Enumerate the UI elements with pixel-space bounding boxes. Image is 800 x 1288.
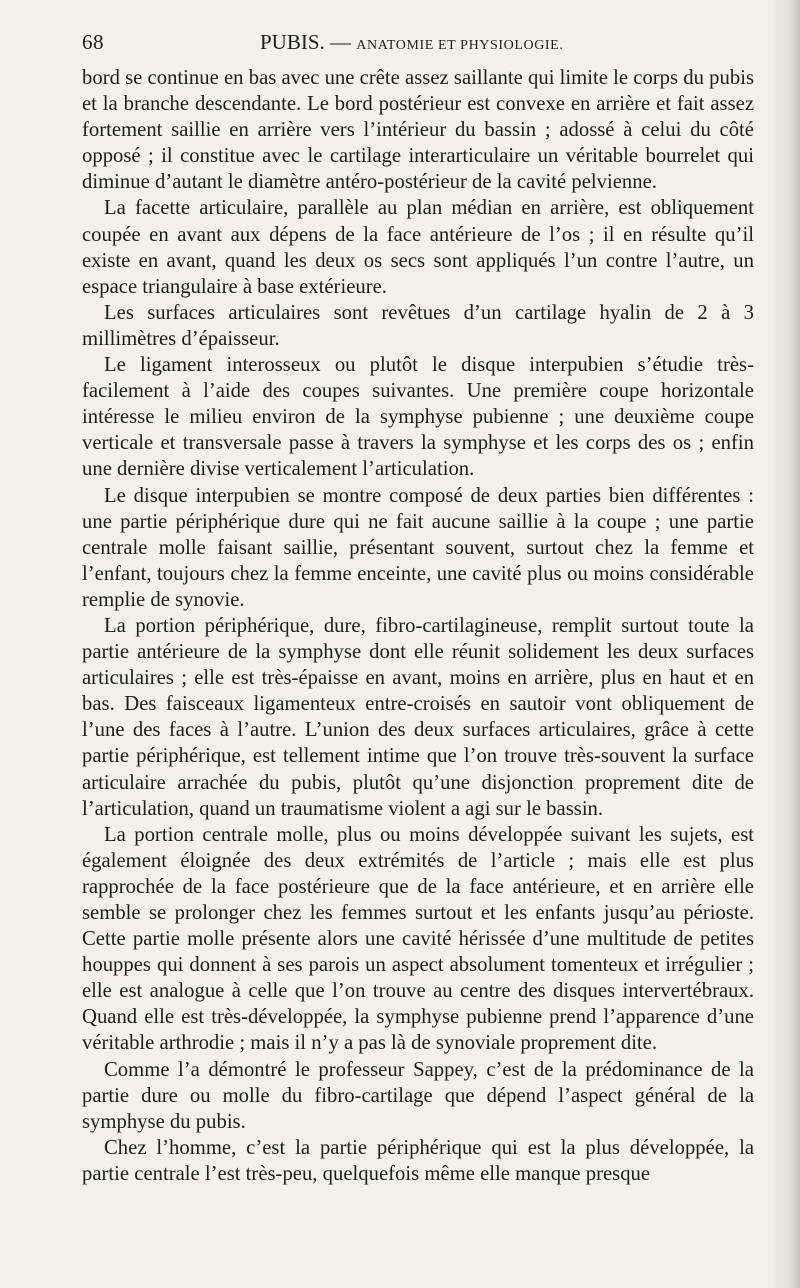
paragraph: bord se continue en bas avec une crête assez saillante qui limite le corps du pubis et la branche descendante. Le bord postérieur est convexe en arrière et fait assez fortement saillie en arrière vers l’intérieur du bassin ; adossé à celui du côté opposé ; il constitue avec le cartilage interarticulaire un véritable bourrelet qui diminue d’autant le diamètre antéro-postérieur de la cavité pelvienne. [82, 67, 754, 194]
paragraph: Les surfaces articulaires sont revêtues d’un cartilage hyalin de 2 à 3 millimètres d’épaisseur. [82, 301, 754, 350]
running-head-title: PUBIS. [260, 30, 325, 54]
page-header [82, 30, 754, 60]
paragraph: La facette articulaire, parallèle au plan médian en arrière, est obliquement coupée en avant aux dépens de la face antérieure de l’os ; il en résulte qu’il existe en avant, quand les deux os secs sont appliqués l’un contre l’autre, un espace triangulaire à base extérieure. [82, 197, 754, 298]
page-number: 68 [82, 30, 104, 54]
body-text [82, 65, 754, 1187]
running-head-subtitle: ANATOMIE ET PHYSIOLOGIE. [356, 38, 564, 53]
paragraph: Le ligament interosseux ou plutôt le disque interpubien s’étudie très-facilement à l’aide des coupes suivantes. Une première coupe horizontale intéresse le milieu environ de la symphyse pubienne ; une deuxième coupe verticale et transversale passe à travers la symphyse et les corps des os ; enfin une dernière divise verticalement l’articulation. [82, 354, 754, 481]
running-head [260, 30, 563, 55]
paragraph: La portion périphérique, dure, fibro-cartilagineuse, remplit surtout toute la partie antérieure de la symphyse dont elle réunit solidement les deux surfaces articulaires ; elle est très-épaisse en avant, moins en arrière, plus en haut et en bas. Des faisceaux ligamenteux entre-croisés en sautoir vont obliquement de l’une des faces à l’autre. L’union des deux surfaces articulaires, grâce à cette partie périphérique, est tellement intime que l’on trouve très-souvent la surface articulaire arrachée du pubis, plutôt qu’une disjonction proprement dite de l’articulation, quand un traumatisme violent a agi sur le bassin. [82, 614, 754, 820]
paragraph: Comme l’a démontré le professeur Sappey, c’est de la prédominance de la partie dure ou molle du fibro-cartilage que dépend l’aspect général de la symphyse du pubis. [82, 1058, 754, 1133]
running-head-dash: — [330, 30, 352, 54]
paragraph: Le disque interpubien se montre composé de deux parties bien différentes : une partie périphérique dure qui ne fait aucune saillie à la coupe ; une partie centrale molle faisant saillie, présentant souvent, surtout chez la femme et l’enfant, toujours chez la femme enceinte, une cavité plus ou moins considérable remplie de synovie. [82, 484, 754, 611]
paragraph: Chez l’homme, c’est la partie périphérique qui est la plus développée, la partie centrale l’est très-peu, quelquefois même elle manque presque [82, 1136, 754, 1185]
paragraph: La portion centrale molle, plus ou moins développée suivant les sujets, est également éloignée des deux extrémités de l’article ; mais elle est plus rapprochée de la face postérieure que de la face antérieure, et en arrière elle semble se prolonger chez les femmes surtout et les enfants jusqu’au périoste. Cette partie molle présente alors une cavité hérissée d’une multitude de petites houppes qui donnent à ses parois un aspect absolument tomenteux et irrégulier ; elle est analogue à celle que l’on trouve au centre des disques intervertébraux. Quand elle est très-développée, la symphyse pubienne prend l’apparence d’une véritable arthrodie ; mais il n’y a pas là de synoviale proprement dite. [82, 823, 754, 1055]
